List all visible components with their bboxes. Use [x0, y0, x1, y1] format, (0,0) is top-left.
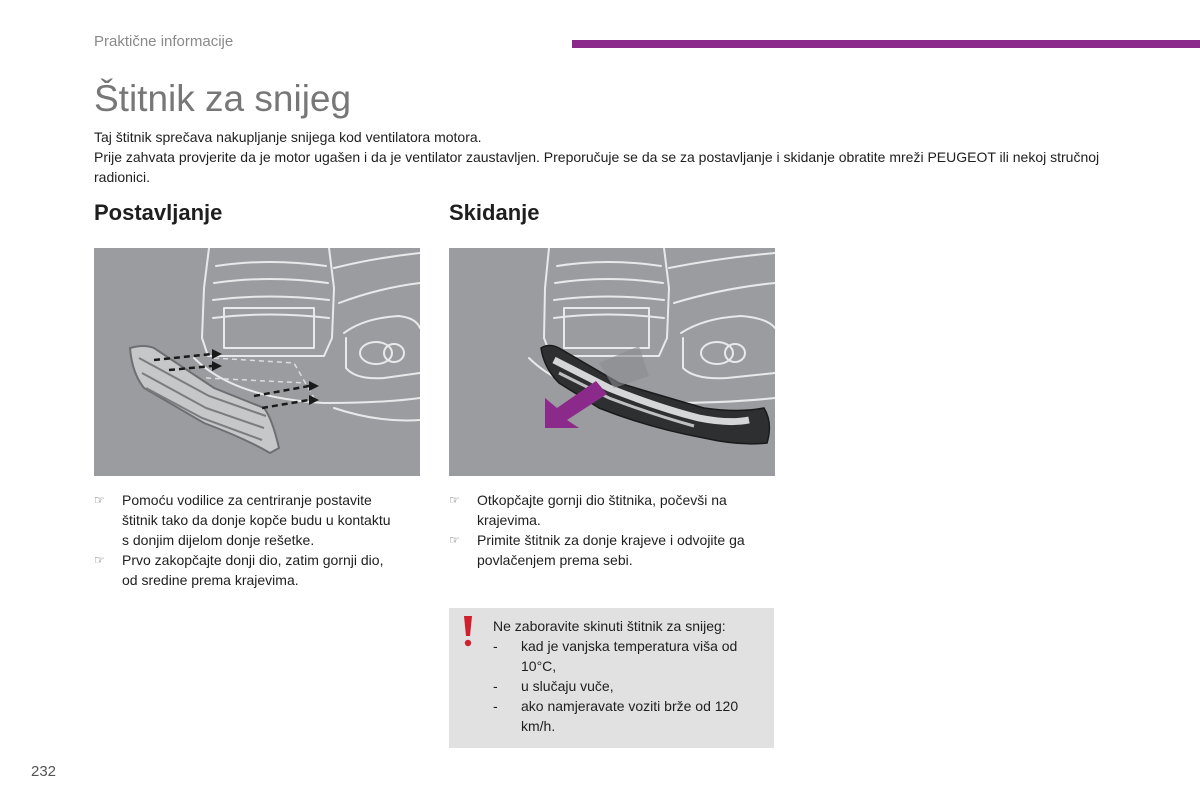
warning-intro: Ne zaboravite skinuti štitnik za snijeg:: [493, 618, 726, 634]
installation-step-1: Pomoću vodilice za centriranje postavite štitnik tako da donje kopče budu u kontaktu s donjim dijelom donje rešetke.: [122, 492, 391, 548]
list-item: [449, 490, 749, 530]
removal-heading: Skidanje: [449, 200, 540, 225]
warning-item-3: ako namjeravate voziti brže od 120 km/h.: [521, 698, 739, 734]
hand-pointer-icon: ☞: [449, 493, 460, 507]
list-item: [94, 550, 394, 590]
installation-steps: [94, 490, 394, 590]
car-front-install-drawing: [94, 248, 420, 476]
list-item: - u slučaju vuče,: [493, 678, 614, 694]
installation-step-2: Prvo zakopčajte donji dio, zatim gornji dio, od sredine prema krajevima.: [122, 552, 384, 588]
warning-item-1: kad je vanjska temperatura viša od 10°C,: [521, 638, 738, 674]
list-item: - kad je vanjska temperatura viša od 10°C,: [493, 638, 738, 674]
installation-illustration: [94, 248, 420, 476]
warning-text: [493, 616, 768, 736]
removal-illustration: [449, 248, 775, 476]
hand-pointer-icon: ☞: [449, 533, 460, 547]
section-label: Praktične informacije: [94, 33, 234, 50]
exclamation-icon: [461, 614, 475, 648]
removal-step-2: Primite štitnik za donje krajeve i odvojite ga povlačenjem prema sebi.: [477, 532, 745, 568]
intro-paragraph-1: Taj štitnik sprečava nakupljanje snijega kod ventilatora motora.: [94, 129, 482, 145]
page-title: Štitnik za snijeg: [94, 78, 352, 119]
intro-paragraph-2: Prije zahvata provjerite da je motor ugašen i da je ventilator zaustavljen. Preporučuje se da se za postavljanje i skidanje obratite mreži PEUGEOT ili nekoj stručnoj radionici.: [94, 149, 1100, 185]
hand-pointer-icon: ☞: [94, 493, 105, 507]
hand-pointer-icon: ☞: [94, 553, 105, 567]
list-item: [449, 530, 749, 570]
warning-note: [449, 608, 774, 748]
warning-item-2: u slučaju vuče,: [521, 678, 614, 694]
section-accent-bar: [572, 40, 1200, 48]
removal-steps: [449, 490, 749, 570]
warning-list: [493, 636, 768, 736]
removal-step-1: Otkopčajte gornji dio štitnika, počevši na krajevima.: [477, 492, 727, 528]
intro-text: [94, 127, 1124, 187]
list-item: [94, 490, 394, 550]
installation-heading: Postavljanje: [94, 200, 223, 225]
list-item: - ako namjeravate voziti brže od 120 km/h.: [493, 698, 739, 734]
page-number: 232: [31, 763, 57, 780]
car-front-removal-drawing: [449, 248, 775, 476]
